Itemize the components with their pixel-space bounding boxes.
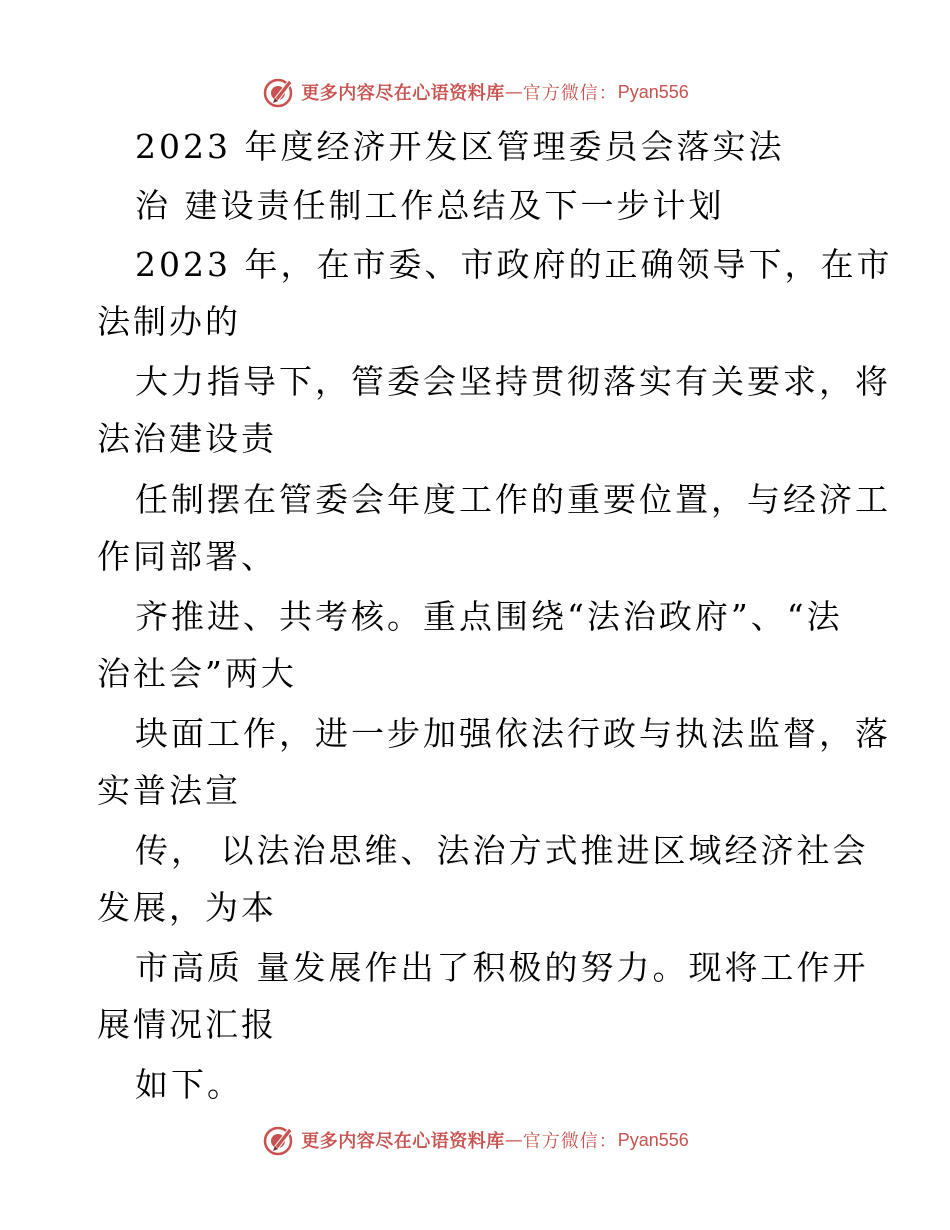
body-line: 法治建设责 [97,419,277,458]
title-line-2: 治 建设责任制工作总结及下一步计划 [135,186,725,225]
body-line: 任制摆在管委会年度工作的重要位置，与经济工 [135,480,891,519]
banner-wechat-id: Pyan556 [617,1129,689,1150]
body-line: 展情况汇报 [97,1005,277,1044]
banner-separator: — [504,1129,523,1151]
body-line: 块面工作，进一步加强依法行政与执法监督，落 [135,714,891,753]
body-line: 法制办的 [97,302,241,341]
body-line: 2023 年，在市委、市政府的正确领导下，在市 [135,245,893,284]
body-line: 齐推进、共考核。重点围绕“法治政府”、“法 [135,597,843,636]
body-line: 市高质 量发展作出了积极的努力。现将工作开 [135,948,869,987]
header-banner [0,72,950,112]
banner-wechat-label: 官方微信： [522,83,618,104]
banner-wechat-id: Pyan556 [617,81,689,102]
pen-logo-icon [261,74,297,110]
body-line: 传， 以法治思维、法治方式推进区域经济社会 [135,831,869,870]
body-line: 实普法宣 [97,771,241,810]
banner-wechat-label: 官方微信： [522,1131,618,1152]
body-line: 如下。 [135,1065,243,1104]
banner-separator: — [504,81,523,103]
banner-brand-text: 更多内容尽在心语资料库 [301,83,505,104]
title-line-1: 2023 年度经济开发区管理委员会落实法 [135,127,785,166]
body-line: 作同部署、 [97,537,277,576]
body-line: 大力指导下，管委会坚持贯彻落实有关要求，将 [135,362,891,401]
banner-brand-text: 更多内容尽在心语资料库 [301,1131,505,1152]
pen-logo-icon [261,1122,297,1158]
body-line: 治社会”两大 [97,654,297,693]
body-line: 发展，为本 [97,888,277,927]
footer-banner [0,1120,950,1160]
